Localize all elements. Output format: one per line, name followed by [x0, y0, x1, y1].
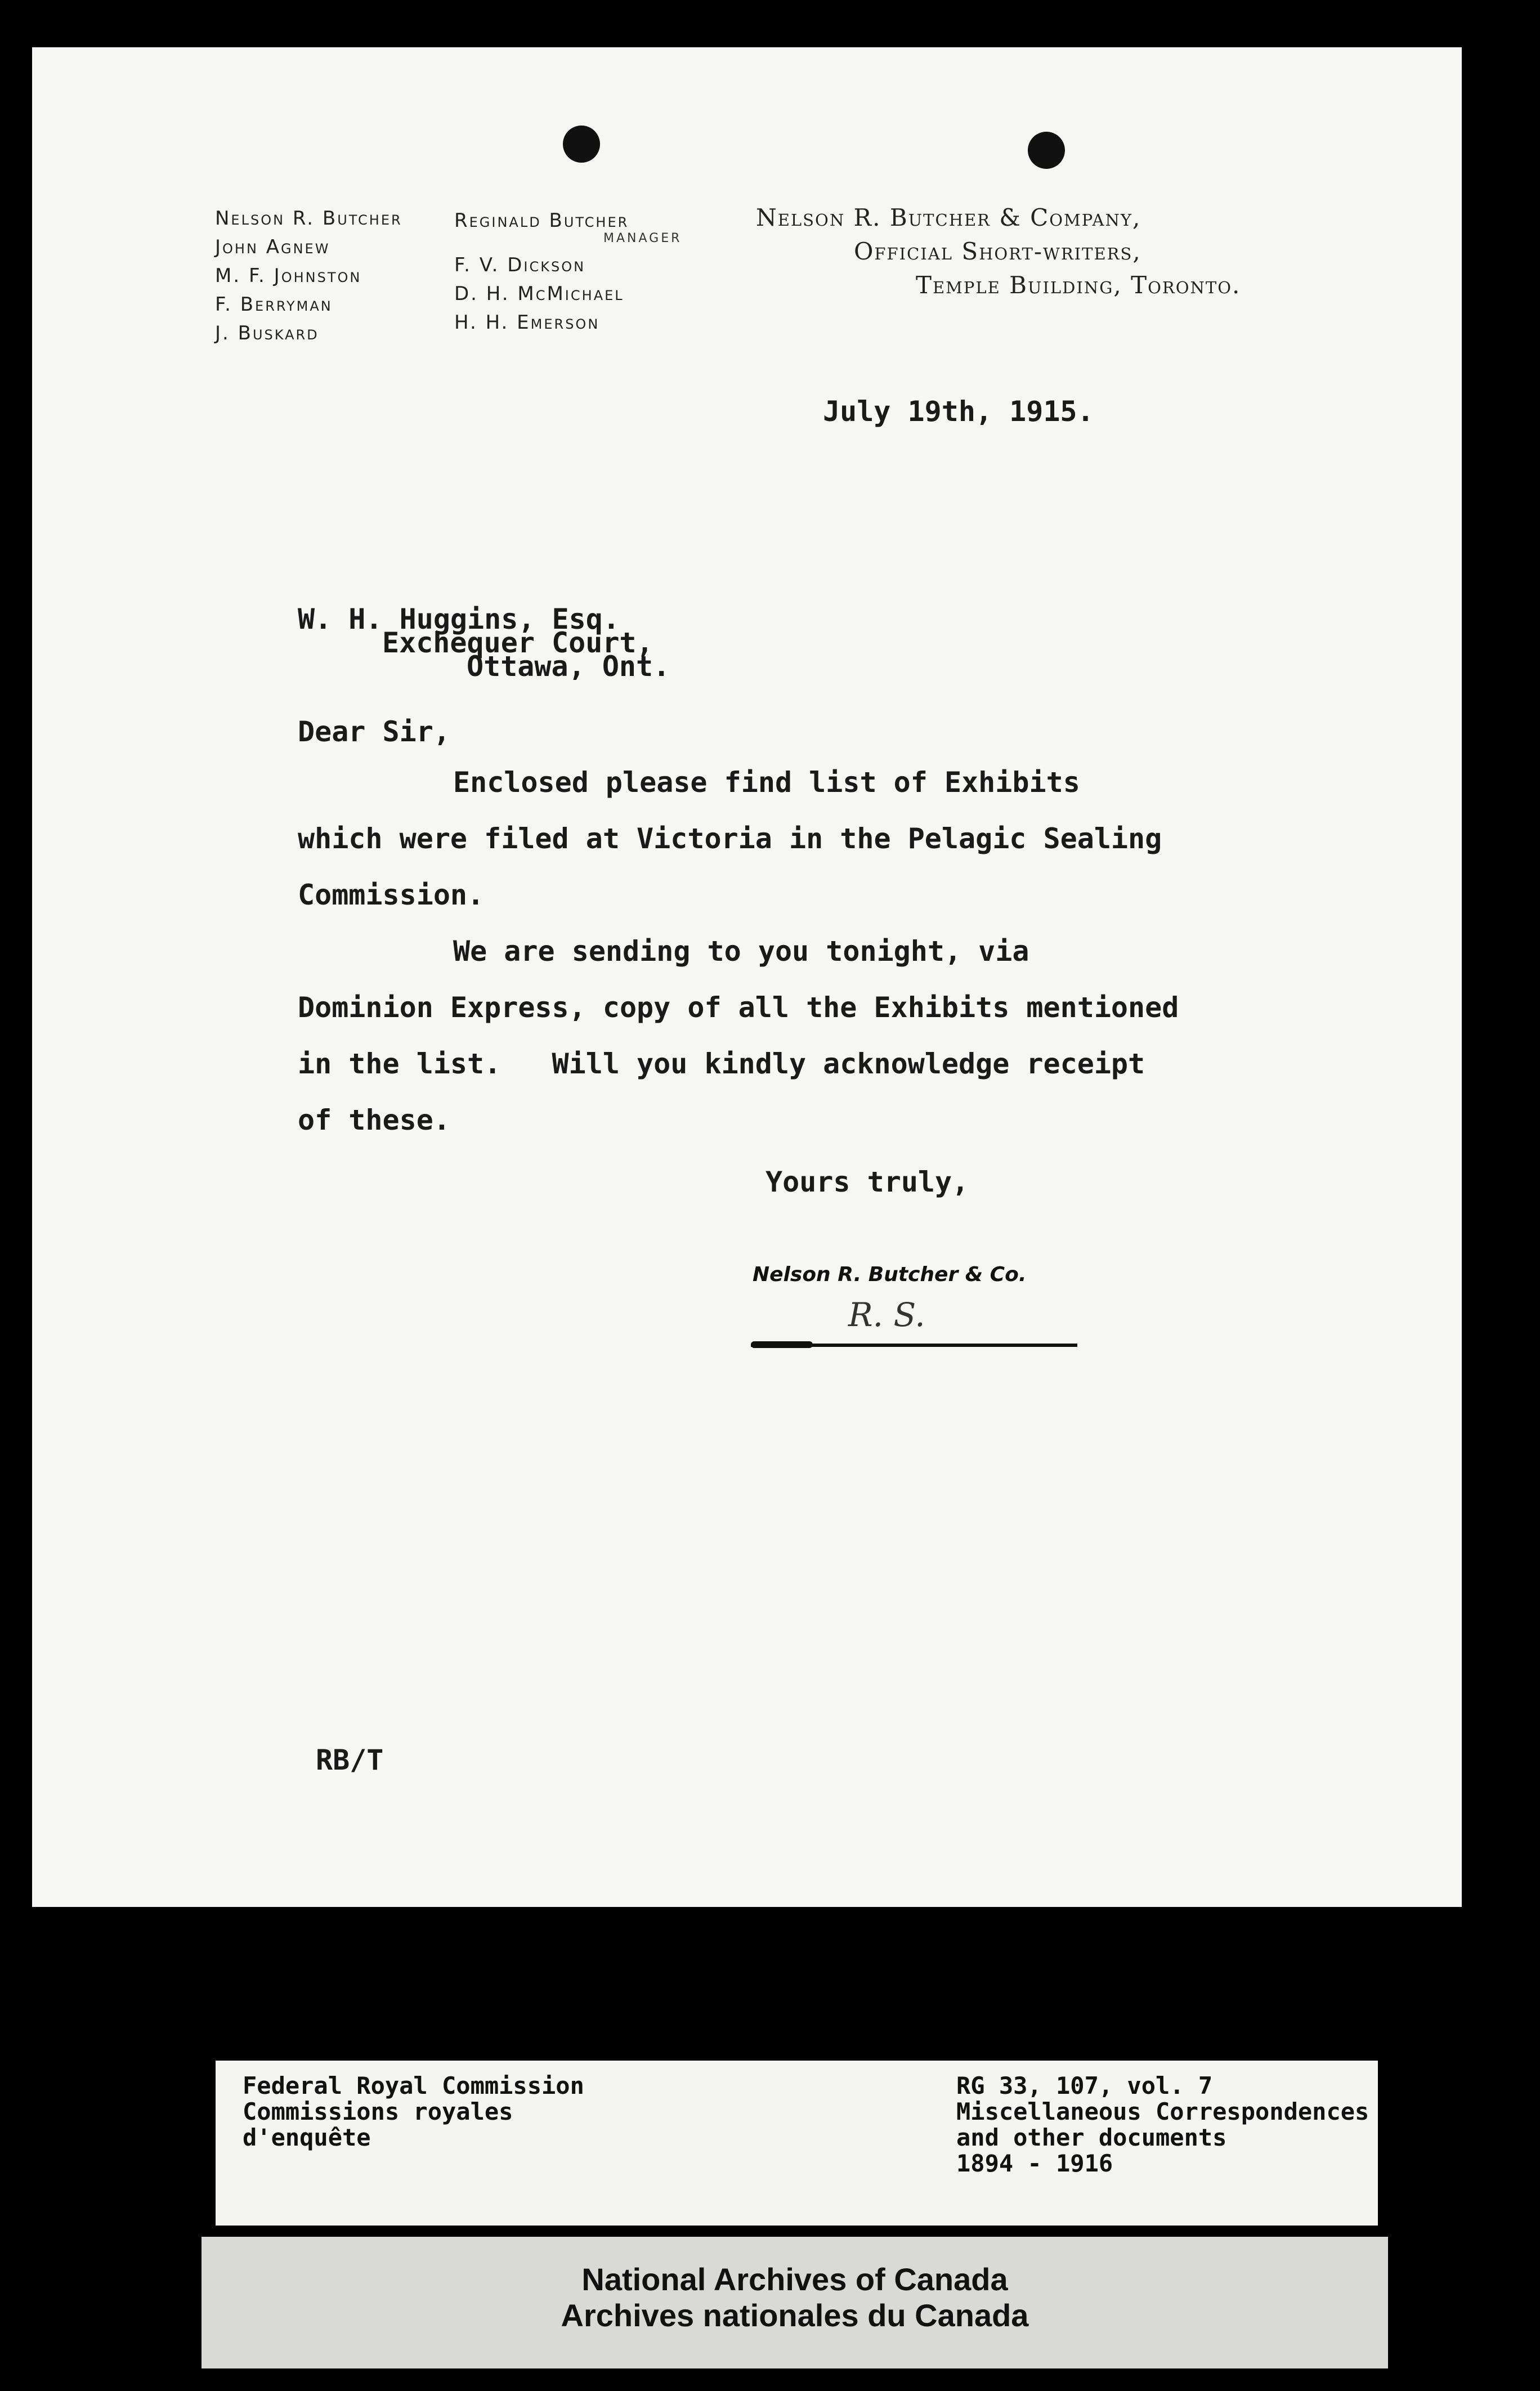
letterhead-name: H. H. Emerson	[454, 311, 600, 334]
reference-initials: RB/T	[316, 1744, 384, 1776]
label-right-line: 1894 - 1916	[956, 2150, 1113, 2177]
letterhead-name: M. F. Johnston	[215, 265, 362, 287]
manager-title: MANAGER	[603, 231, 682, 245]
company-name: Nelson R. Butcher & Company,	[756, 204, 1141, 231]
punch-hole-left	[563, 126, 600, 163]
archive-banner	[202, 2237, 1388, 2368]
letterhead-name: F. Berryman	[215, 293, 333, 316]
letterhead-name: Reginald Butcher	[454, 209, 629, 232]
body-line: of these.	[298, 1104, 450, 1136]
body-line: which were filed at Victoria in the Pelagic Sealing	[298, 822, 1162, 855]
label-left-line: Federal Royal Commission	[243, 2072, 584, 2099]
letterhead-name: D. H. McMichael	[454, 283, 624, 305]
banner-line-fr: Archives nationales du Canada	[561, 2298, 1029, 2333]
body-line: Commission.	[298, 879, 485, 911]
closing: Yours truly,	[765, 1166, 969, 1198]
letterhead-name: Nelson R. Butcher	[215, 207, 402, 230]
body-line: We are sending to you tonight, via	[453, 935, 1029, 968]
label-left-line: Commissions royales	[243, 2098, 513, 2125]
recipient-line: Exchequer Court,	[382, 626, 653, 659]
body-line: in the list. Will you kindly acknowledge receipt	[298, 1047, 1145, 1080]
signature-stamp: Nelson R. Butcher & Co.	[753, 1263, 1027, 1286]
letterhead-name: F. V. Dickson	[454, 254, 586, 276]
letter-page	[32, 47, 1462, 1907]
letterhead-name: J. Buskard	[215, 322, 319, 344]
archive-label	[216, 2061, 1378, 2226]
banner-line-en: National Archives of Canada	[581, 2262, 1008, 2297]
label-right-line: RG 33, 107, vol. 7	[956, 2072, 1213, 2099]
label-right-line: and other documents	[956, 2124, 1227, 2151]
recipient-line: W. H. Huggins, Esq.	[298, 603, 620, 635]
signature-flourish	[751, 1341, 813, 1348]
signature-initials: R. S.	[848, 1296, 925, 1334]
salutation: Dear Sir,	[298, 715, 450, 748]
letterhead-name: John Agnew	[215, 236, 330, 258]
label-left-line: d'enquête	[243, 2124, 371, 2151]
company-role: Official Short-writers,	[854, 238, 1141, 265]
punch-hole-right	[1028, 132, 1065, 169]
body-line: Enclosed please find list of Exhibits	[453, 766, 1080, 799]
label-right-line: Miscellaneous Correspondences	[956, 2098, 1369, 2125]
recipient-line: Ottawa, Ont.	[467, 650, 670, 683]
body-line: Dominion Express, copy of all the Exhibits mentioned	[298, 991, 1179, 1024]
letter-date: July 19th, 1915.	[823, 395, 1094, 428]
company-address: Temple Building, Toronto.	[916, 271, 1241, 299]
